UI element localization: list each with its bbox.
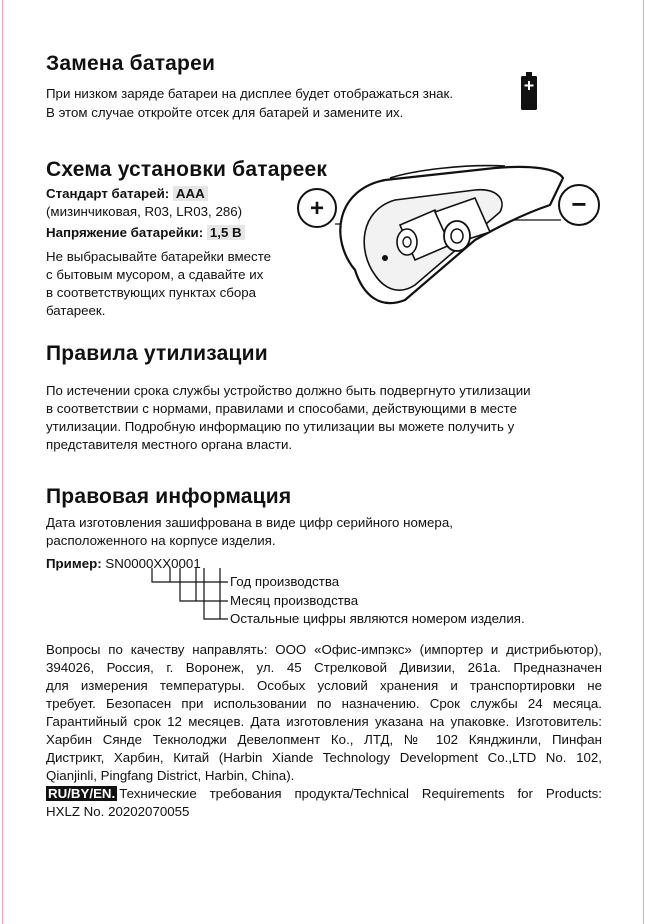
recycling-line-4: представителя местного органа власти.	[46, 437, 293, 452]
legal-title: Правовая информация	[46, 485, 292, 508]
battery-replace-title: Замена батареи	[46, 52, 216, 75]
tech-code: HXLZ No. 20202070055	[46, 804, 190, 819]
legal-line-1: Дата изготовления зашифрована в виде цифр серийного номера,	[46, 515, 453, 530]
info-line-7: Дистрикт, Харбин, Китай (Harbin Xiande Technology Development Co.,LTD No. 102,	[46, 750, 602, 765]
install-title: Схема установки батареек	[46, 158, 328, 181]
example-label: Пример:	[46, 556, 102, 571]
recycling-line-1: По истечении срока службы устройство должно быть подвергнуто утилизации	[46, 383, 531, 398]
legend-rest: Остальные цифры являются номером изделия.	[230, 611, 525, 626]
battery-icon	[519, 72, 539, 112]
disposal-line-3: в соответствующих пунктах сбора	[46, 285, 257, 300]
info-line-8: Qianjinli, Pingfang District, Harbin, China).	[46, 768, 295, 783]
voltage-value: 1,5 В	[207, 225, 245, 240]
plus-sign: +	[309, 195, 325, 222]
voltage-label: Напряжение батарейки:	[46, 225, 204, 240]
disposal-line-4: батареек.	[46, 303, 106, 318]
info-line-5: Гарантийный срок 12 месяцев. Дата изготовления указана на упаковке. Изготовитель:	[46, 714, 602, 729]
battery-replace-line-2: В этом случае откройте отсек для батарей и замените их.	[46, 105, 404, 120]
serial-example: SN0000XX0001	[105, 556, 201, 571]
legend-year: Год производства	[230, 574, 340, 589]
disposal-line-2: с бытовым мусором, а сдавайте их	[46, 267, 264, 282]
info-line-2: 394026, Россия, г. Воронеж, ул. 45 Стрелковой Дивизии, 261а. Предназначен	[46, 660, 602, 675]
tech-requirements: Технические требования продукта/Technical Requirements for Products:	[119, 786, 602, 801]
info-line-1: Вопросы по качеству направлять: ООО «Офис-импэкс» (импортер и дистрибьютор),	[46, 642, 602, 657]
legal-line-2: расположенного на корпусе изделия.	[46, 533, 276, 548]
legend-month: Месяц производства	[230, 593, 359, 608]
recycling-title: Правила утилизации	[46, 342, 268, 365]
info-line-4: требует. Безопасен при использовании по назначению. Срок службы 24 месяца.	[46, 696, 602, 711]
serial-legend-lines	[130, 568, 240, 628]
page-edge-right	[643, 0, 644, 924]
standard-value: AAA	[173, 186, 208, 201]
standard-label: Стандарт батарей:	[46, 186, 170, 201]
minus-sign: −	[571, 189, 587, 219]
battery-installation-diagram	[295, 150, 605, 320]
page-edge-left	[2, 0, 3, 924]
recycling-line-2: в соответствии с нормами, правилами и способами, действующими в месте	[46, 401, 518, 416]
info-line-6: Харбин Сянде Текнолоджи Девелопмент Ко., ЛТД, № 102 Кянджинли, Пинфан	[46, 732, 602, 747]
battery-replace-line-1: При низком заряде батареи на дисплее будет отображаться знак.	[46, 86, 454, 101]
standard-note: (мизинчиковая, R03, LR03, 286)	[46, 204, 243, 219]
recycling-line-3: утилизации. Подробную информацию по утилизации вы можете получить у	[46, 419, 515, 434]
language-tag: RU/BY/EN.	[48, 786, 116, 801]
info-line-3: для измерения температуры. Особых условий хранения и транспортировки не	[46, 678, 602, 693]
disposal-line-1: Не выбрасывайте батарейки вместе	[46, 249, 272, 264]
